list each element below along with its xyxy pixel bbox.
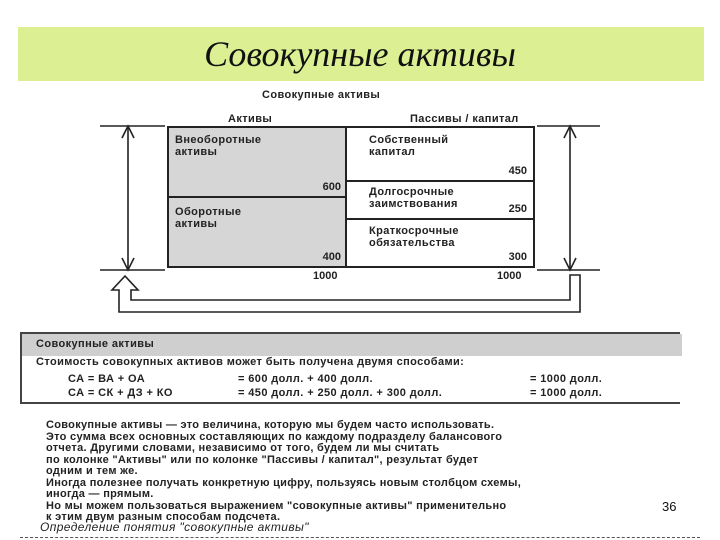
footer-caption: Определение понятия "совокупные активы" <box>40 520 309 534</box>
total-assets-value: 1000 <box>313 270 338 282</box>
column-assets-header: Активы <box>228 113 273 125</box>
page-number: 36 <box>662 499 677 514</box>
body-line: Это сумма всех основных составляющих по каждому подразделу балансового <box>46 430 503 443</box>
body-text <box>46 420 666 524</box>
footer-divider <box>20 537 700 538</box>
formula-line1-right: = 1000 долл. <box>530 373 603 385</box>
longterm-debt-label: Долгосрочные заимствования <box>369 186 458 210</box>
body-line: Иногда полезнее получать конкретную цифру, пользуясь новым столбцом схемы, <box>46 476 522 489</box>
formula-intro: Стоимость совокупных активов может быть получена двумя способами: <box>36 356 465 368</box>
body-line: к этим двум разным способам подсчета. <box>46 511 281 523</box>
formula-heading: Совокупные активы <box>36 338 155 350</box>
shortterm-liabilities-label: Краткосрочные обязательства <box>369 225 459 249</box>
shortterm-liabilities-value: 300 <box>508 251 527 263</box>
column-liabilities-header: Пассивы / капитал <box>410 113 519 125</box>
body-line: Но мы можем пользоваться выражением "совокупные активы" применительно <box>46 499 507 512</box>
total-liabilities-value: 1000 <box>497 270 522 282</box>
body-line: по колонке "Активы" или по колонке "Пассивы / капитал", результат будет <box>46 453 479 466</box>
formula-line2-left: СА = СК + ДЗ + КО <box>68 387 173 399</box>
formula-line1-left: СА = ВА + ОА <box>68 373 146 385</box>
body-line: отчета. Другими словами, независимо от того, будем ли мы считать <box>46 442 440 454</box>
formula-line2-mid: = 450 долл. + 250 долл. + 300 долл. <box>238 387 443 399</box>
equity-value: 450 <box>508 165 527 177</box>
current-assets-label: Оборотные активы <box>175 206 242 230</box>
noncurrent-assets-value: 600 <box>322 181 341 193</box>
current-assets-value: 400 <box>322 251 341 263</box>
body-line: иногда — прямым. <box>46 488 154 500</box>
longterm-debt-value: 250 <box>508 203 527 215</box>
formula-line2-right: = 1000 долл. <box>530 387 603 399</box>
body-line: одним и тем же. <box>46 465 138 477</box>
noncurrent-assets-label: Внеоборотные активы <box>175 134 262 158</box>
diagram-heading: Совокупные активы <box>262 89 381 101</box>
formula-line1-mid: = 600 долл. + 400 долл. <box>238 373 373 385</box>
body-line: Совокупные активы — это величина, которую мы будем часто использовать. <box>46 419 495 431</box>
slide-title: Совокупные активы <box>204 34 516 74</box>
equity-label: Собственный капитал <box>369 134 449 158</box>
